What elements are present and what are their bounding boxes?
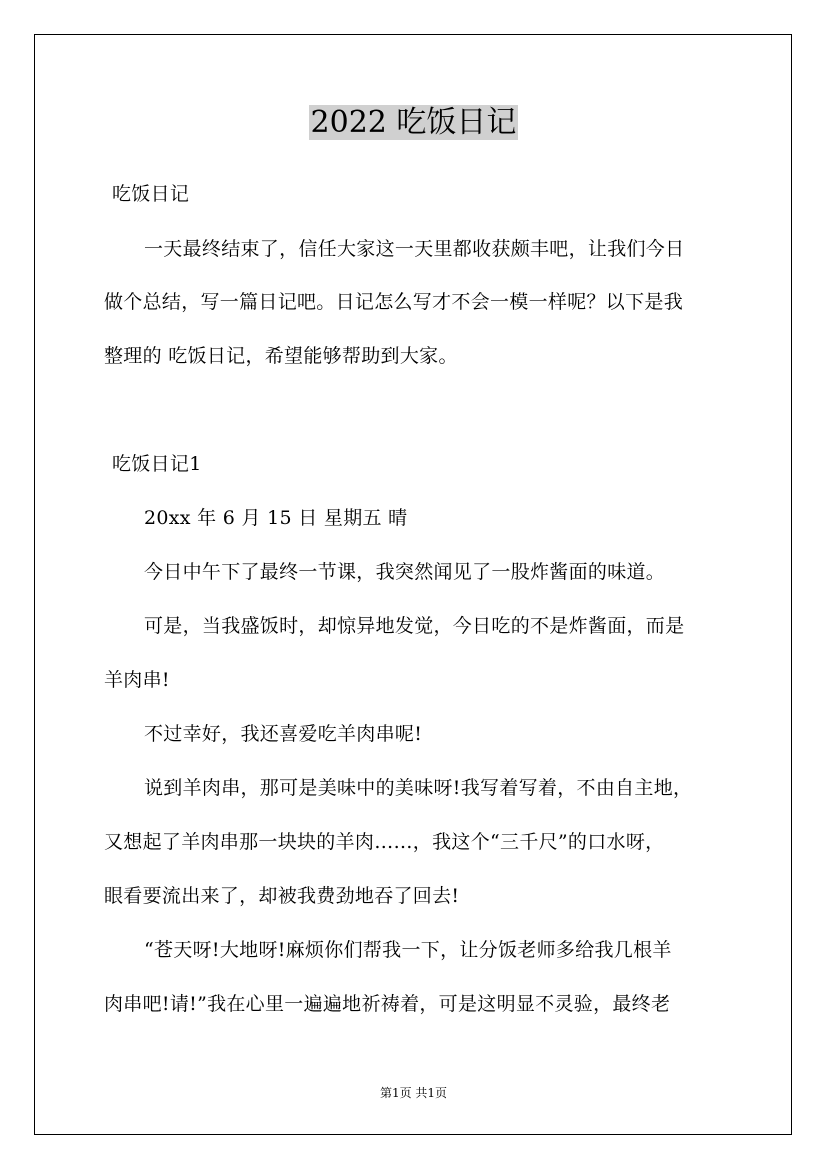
section-heading: 吃饭日记1: [112, 453, 202, 475]
section-heading: 吃饭日记: [112, 183, 190, 205]
paragraph-line: 做个总结，写一篇日记吧。日记怎么写才不会一模一样呢？以下是我: [104, 291, 684, 313]
paragraph-line: 羊肉串!: [104, 669, 170, 691]
paragraph-line: 整理的 吃饭日记，希望能够帮助到大家。: [104, 345, 458, 367]
document-title: [0, 102, 827, 144]
document-title-text: 2022 吃饭日记: [310, 105, 517, 140]
paragraph-line: 眼看要流出来了，却被我费劲地吞了回去!: [104, 885, 460, 907]
paragraph-line: 今日中午下了最终一节课，我突然闻见了一股炸酱面的味道。: [144, 561, 666, 583]
paragraph-line: 一天最终结束了，信任大家这一天里都收获颇丰吧，让我们今日: [144, 238, 685, 260]
paragraph-line: “苍天呀!大地呀!麻烦你们帮我一下，让分饭老师多给我几根羊: [144, 939, 672, 961]
paragraph-line: 可是，当我盛饭时，却惊异地发觉，今日吃的不是炸酱面，而是: [144, 615, 685, 637]
paragraph-line: 又想起了羊肉串那一块块的羊肉……，我这个“三千尺”的口水呀，: [104, 831, 665, 853]
page-number: 第1页 共1页: [379, 1086, 448, 1100]
paragraph-line: 肉串吧!请!”我在心里一遍遍地祈祷着，可是这明显不灵验，最终老: [104, 993, 671, 1015]
paragraph-line: 不过幸好，我还喜爱吃羊肉串呢!: [144, 723, 423, 745]
date-line: 20xx 年 6 月 15 日 星期五 晴: [144, 507, 408, 529]
paragraph-line: 说到羊肉串，那可是美味中的美味呀!我写着写着，不由自主地，: [144, 777, 693, 799]
